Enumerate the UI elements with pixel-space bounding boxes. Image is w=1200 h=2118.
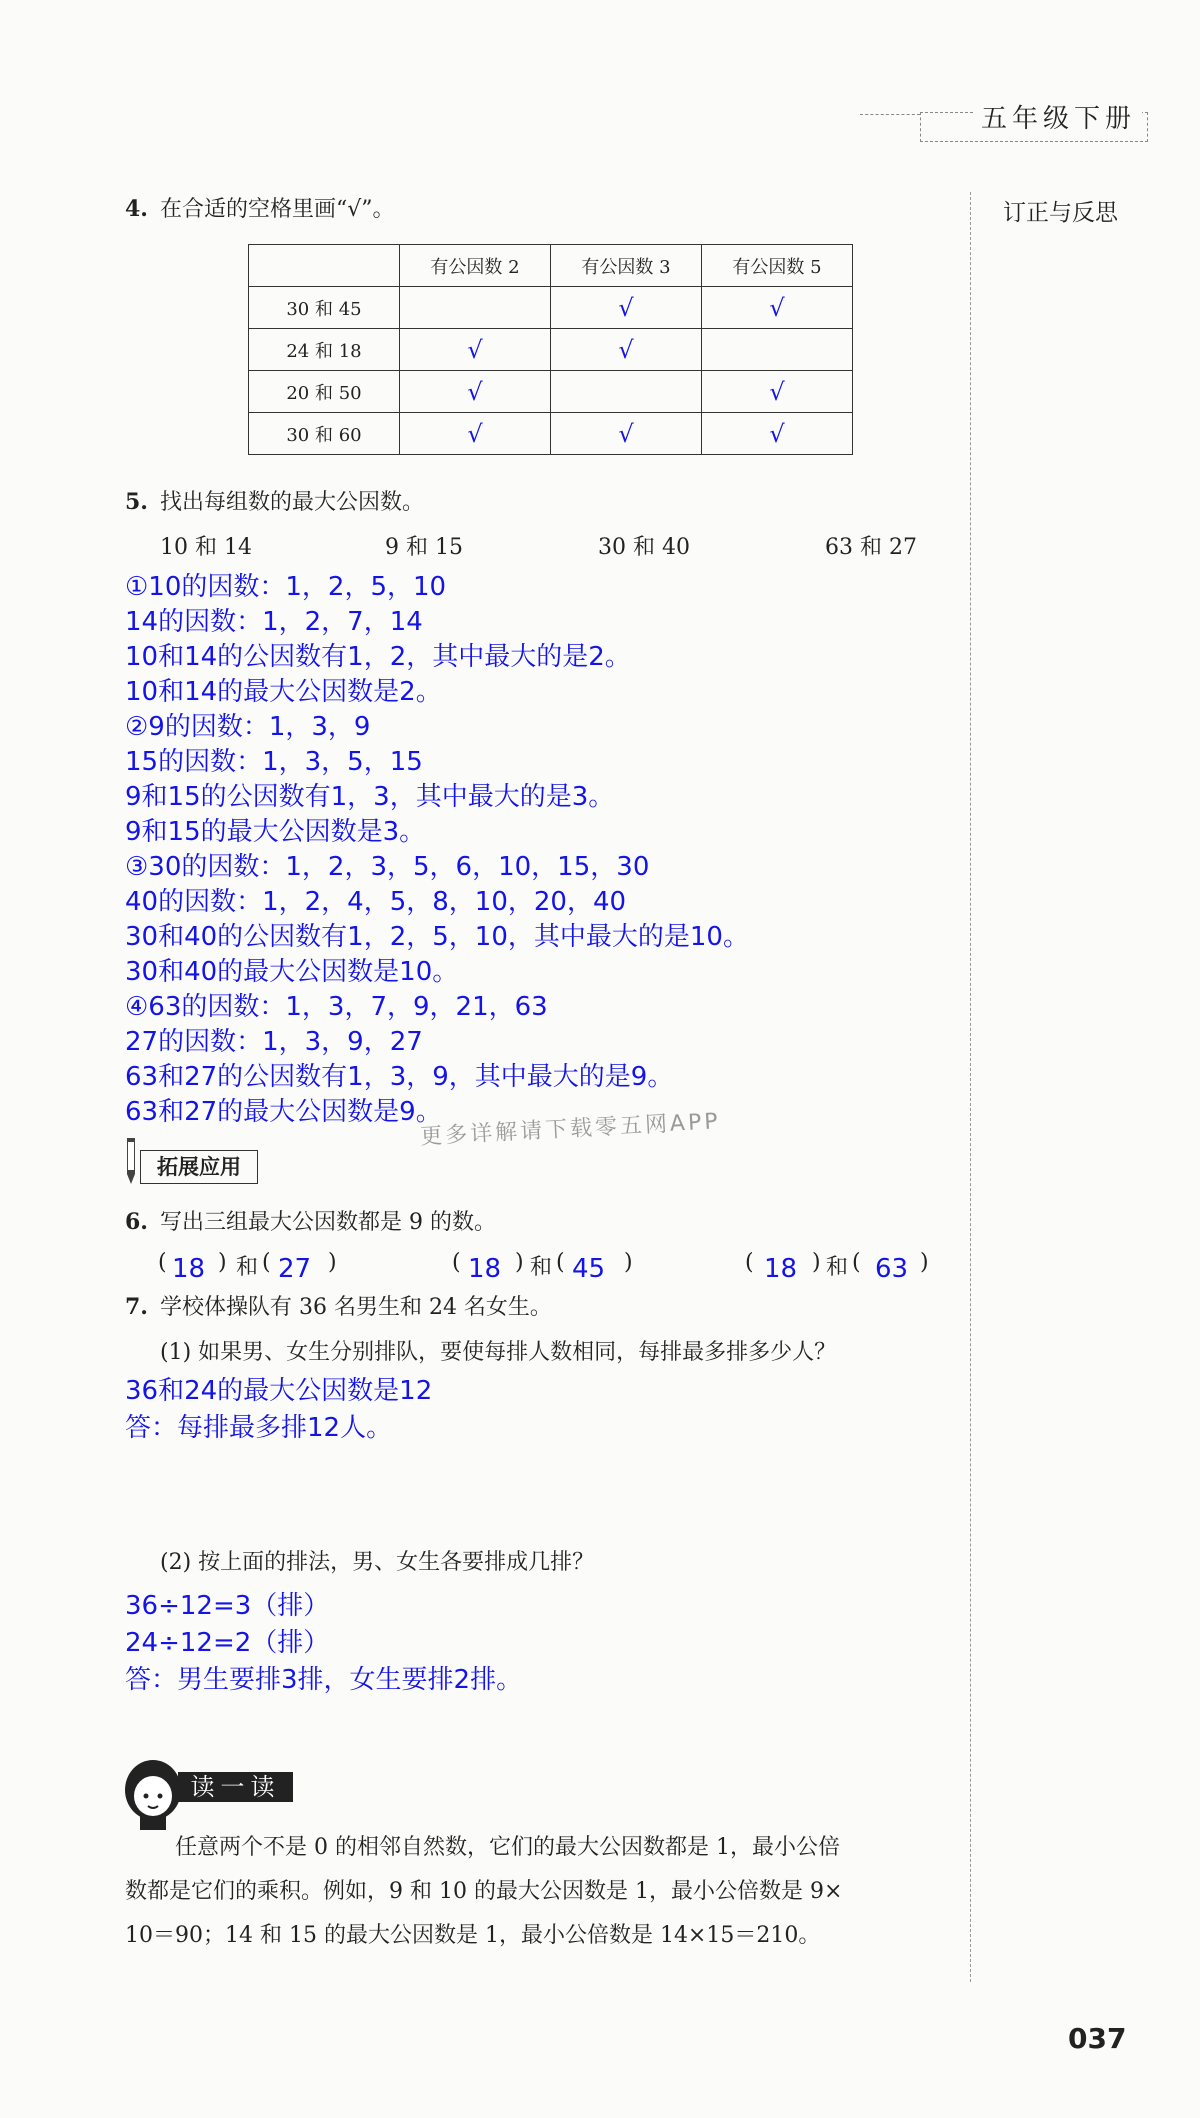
number-pair: 10 和 14	[160, 535, 252, 560]
answer-line: 10和14的公因数有1，2，其中最大的是2。	[125, 642, 631, 672]
check-mark: √	[702, 413, 853, 455]
connector-word: 和	[236, 1255, 259, 1280]
q7-answer2	[125, 1588, 522, 1699]
q7-prompt	[125, 1290, 552, 1321]
fill-value: 18	[172, 1254, 206, 1284]
q6-number: 6.	[125, 1209, 148, 1235]
paren-close: )	[218, 1250, 227, 1275]
q4-number: 4.	[125, 196, 148, 222]
col-header: 有公因数 5	[702, 245, 853, 287]
q4-text: 在合适的空格里画“√”。	[159, 197, 395, 222]
q5-prompt	[125, 485, 424, 516]
row-label: 20 和 50	[249, 371, 400, 413]
q5-number: 5.	[125, 489, 148, 515]
page-number: 037	[1068, 2022, 1127, 2055]
col-header: 有公因数 2	[400, 245, 551, 287]
check-mark: √	[551, 413, 702, 455]
answer-line: 30和40的最大公因数是10。	[125, 957, 459, 987]
answer-line: 9和15的公因数有1，3，其中最大的是3。	[125, 782, 615, 812]
reading-line: 数都是它们的乘积。例如，9 和 10 的最大公因数是 1，最小公倍数是 9×	[125, 1879, 843, 1904]
answer-line: ①10的因数：1，2，5，10	[125, 572, 447, 602]
answer-line: 27的因数：1，3，9，27	[125, 1027, 423, 1057]
answer-line: 15的因数：1，3，5，15	[125, 747, 423, 777]
check-mark: √	[400, 329, 551, 371]
q5-text: 找出每组数的最大公因数。	[159, 490, 424, 515]
table-corner-cell	[249, 245, 400, 287]
paren-open: (	[452, 1250, 461, 1275]
fill-value: 18	[764, 1254, 798, 1284]
paren-close: )	[515, 1250, 524, 1275]
q4-table	[248, 244, 853, 455]
answer-line: 63和27的最大公因数是9。	[125, 1097, 442, 1127]
paren-open: (	[852, 1250, 861, 1275]
col-header: 有公因数 3	[551, 245, 702, 287]
check-mark	[702, 329, 853, 371]
connector-word: 和	[826, 1255, 849, 1280]
check-mark: √	[702, 371, 853, 413]
check-mark: √	[400, 371, 551, 413]
answer-line: ③30的因数：1，2，3，5，6，10，15，30	[125, 852, 650, 882]
q5-answers	[125, 570, 749, 1130]
reading-badge: 读一读	[178, 1772, 293, 1802]
number-pair: 9 和 15	[385, 535, 463, 560]
fill-value: 27	[278, 1254, 312, 1284]
q4-prompt	[125, 192, 394, 223]
paren-open: (	[158, 1250, 167, 1275]
table-row	[249, 371, 853, 413]
paren-open: (	[556, 1250, 565, 1275]
connector-word: 和	[530, 1255, 553, 1280]
q6-prompt	[125, 1205, 496, 1236]
fill-value: 63	[875, 1254, 909, 1284]
paren-open: (	[745, 1250, 754, 1275]
answer-line: 14的因数：1，2，7，14	[125, 607, 423, 637]
check-mark	[551, 371, 702, 413]
paren-close: )	[328, 1250, 337, 1275]
check-mark: √	[551, 287, 702, 329]
row-label: 24 和 18	[249, 329, 400, 371]
book-title: 五年级下册	[975, 98, 1142, 135]
answer-line: 答：男生要排3排，女生要排2排。	[125, 1665, 523, 1695]
answer-line: ④63的因数：1，3，7，9，21，63	[125, 992, 548, 1022]
answer-line: 答：每排最多排12人。	[125, 1413, 393, 1443]
answer-line: 36和24的最大公因数是12	[125, 1376, 433, 1406]
q7-sub2: (2) 按上面的排法，男、女生各要排成几排？	[160, 1550, 595, 1575]
q6-text: 写出三组最大公因数都是 9 的数。	[159, 1210, 496, 1235]
q7-number: 7.	[125, 1294, 148, 1320]
paren-open: (	[262, 1250, 271, 1275]
number-pair: 63 和 27	[825, 535, 917, 560]
paren-close: )	[624, 1250, 633, 1275]
row-label: 30 和 60	[249, 413, 400, 455]
table-row	[249, 287, 853, 329]
reading-line: 任意两个不是 0 的相邻自然数，它们的最大公因数都是 1，最小公倍	[175, 1835, 840, 1860]
check-mark: √	[551, 329, 702, 371]
answer-line: 30和40的公因数有1，2，5，10，其中最大的是10。	[125, 922, 749, 952]
check-mark	[400, 287, 551, 329]
answer-line: 40的因数：1，2，4，5，8，10，20，40	[125, 887, 627, 917]
row-label: 30 和 45	[249, 287, 400, 329]
check-mark: √	[400, 413, 551, 455]
margin-rule	[970, 192, 971, 1982]
answer-line: 36÷12=3（排）	[125, 1591, 330, 1621]
table-row	[249, 329, 853, 371]
table-header-row	[249, 245, 853, 287]
reading-line: 10＝90；14 和 15 的最大公因数是 1，最小公倍数是 14×15＝210。	[125, 1923, 821, 1948]
answer-line: 24÷12=2（排）	[125, 1628, 330, 1658]
answer-line: 9和15的最大公因数是3。	[125, 817, 426, 847]
fill-value: 18	[468, 1254, 502, 1284]
section-badge: 拓展应用	[140, 1150, 258, 1184]
number-pair: 30 和 40	[598, 535, 690, 560]
pencil-icon	[125, 1138, 137, 1184]
answer-line: 63和27的公因数有1，3，9，其中最大的是9。	[125, 1062, 674, 1092]
watermark-text: 更多详解请下载零五网APP	[419, 1109, 722, 1150]
q7-text: 学校体操队有 36 名男生和 24 名女生。	[159, 1295, 552, 1320]
check-mark: √	[702, 287, 853, 329]
paren-close: )	[812, 1250, 821, 1275]
q7-answer1	[125, 1373, 432, 1447]
answer-line: ②9的因数：1，3，9	[125, 712, 371, 742]
answer-line: 10和14的最大公因数是2。	[125, 677, 442, 707]
margin-title: 订正与反思	[1003, 200, 1118, 226]
fill-value: 45	[572, 1254, 606, 1284]
table-row	[249, 413, 853, 455]
q7-sub1: (1) 如果男、女生分别排队，要使每排人数相同，每排最多排多少人？	[160, 1340, 837, 1365]
header-rule	[860, 114, 920, 115]
paren-close: )	[920, 1250, 929, 1275]
